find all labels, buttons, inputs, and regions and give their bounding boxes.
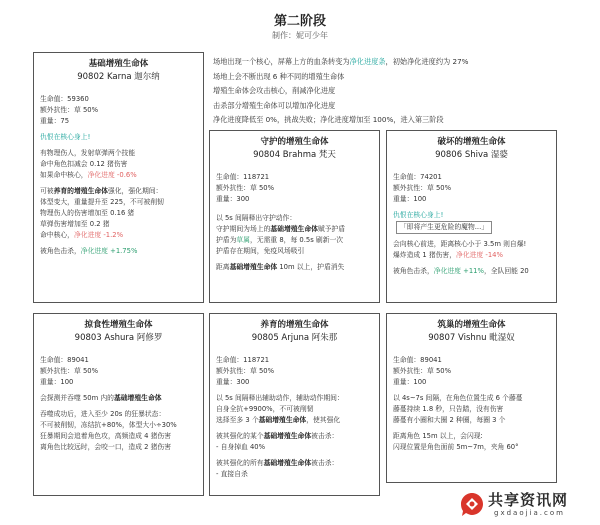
- card-id: 90803 Ashura 阿修罗: [74, 333, 163, 343]
- desc-line: 藤蔓有小圈和大圈 2 种圈，每圈 3 个: [393, 416, 506, 424]
- card-id: 90804 Brahma 梵天: [253, 150, 336, 160]
- desc-line: 体型变大，重量提升至 225，不可被削韧: [40, 198, 164, 206]
- stat-weight: 重量：100: [40, 378, 74, 386]
- desc-line: 自身全抗+9900%，不可被削韧: [216, 405, 314, 413]
- stat-weight: 重量：300: [216, 378, 250, 386]
- desc-line: 不可被削韧，冻结抗+80%，体型大小÷30%: [40, 421, 177, 429]
- card-title: 守护的增殖生命体: [260, 137, 329, 147]
- watermark-brand: 共享资讯网: [488, 491, 569, 509]
- stat-hp: 生命值：89041: [40, 356, 89, 364]
- aggro-hint: 仇恨在核心身上!: [40, 133, 91, 141]
- desc-line: 以 4s~7s 间隔，在角色位置生成 6 个藤蔓: [393, 394, 523, 402]
- desc-line: 吞噬成功后，进入至少 20s 的狂暴状态：: [40, 410, 166, 418]
- card-id: 90806 Shiva 湿婆: [435, 150, 508, 160]
- stat-resist: 额外抗性：草 50%: [216, 367, 275, 375]
- card-id: 90807 Vishnu 毗湿奴: [428, 333, 515, 343]
- intro-line-2: 场地上会不断出现 6 种不同的增殖生命体: [213, 71, 345, 81]
- stat-weight: 重量：75: [40, 117, 70, 125]
- card-id: 90802 Karna 迦尔纳: [77, 72, 160, 82]
- card-title: 筑巢的增殖生命体: [437, 320, 506, 330]
- desc-line: 离角色比较远时，会咬一口，造成 2 猪伤害: [40, 443, 171, 451]
- watermark-url: gxdaojia.com: [494, 509, 565, 517]
- desc-line: - 直接自杀: [216, 470, 248, 478]
- card-title: 养育的增殖生命体: [260, 320, 329, 330]
- desc-line: 有物理伤人，发射草弹两个技能: [40, 149, 136, 157]
- desc-line: 如果命中核心，净化进度 -0.6%: [40, 171, 137, 179]
- desc-line: 守护期间为场上的基础增殖生命体赋予护盾: [216, 225, 346, 233]
- desc-line: - 自身掉血 40%: [216, 443, 266, 451]
- card-karna: [33, 52, 204, 303]
- desc-line: 闪现位置是角色面前 5m~7m，夹角 60°: [393, 443, 519, 451]
- desc-line: 被其强化的某个基础增殖生命体被击杀：: [216, 432, 339, 440]
- desc-line: 可被养育的增殖生命体强化，强化期间：: [40, 187, 163, 195]
- desc-line: 会向核心前进，距离核心小于 3.5m 则自爆!: [393, 240, 527, 248]
- stat-weight: 重量：100: [393, 195, 427, 203]
- desc-line: 物理伤人的伤害增加至 0.16 猪: [40, 209, 135, 217]
- stat-hp: 生命值：74201: [393, 173, 442, 181]
- card-title: 破坏的增殖生命体: [437, 137, 506, 147]
- card-brahma: [209, 130, 380, 303]
- desc-line: 被角色击杀，净化进度 +1.75%: [40, 247, 138, 255]
- stat-resist: 额外抗性：草 50%: [393, 184, 452, 192]
- intro-block: [213, 55, 468, 128]
- desc-line: 草弹伤害增加至 0.2 猪: [40, 220, 110, 228]
- watermark-logo-icon: [458, 490, 486, 518]
- intro-line-4: 击杀部分增殖生命体可以增加净化进度: [213, 100, 336, 110]
- page-title: 第二阶段: [273, 14, 326, 29]
- card-title: 掠食性增殖生命体: [84, 320, 153, 330]
- stat-hp: 生命值：118721: [216, 173, 270, 181]
- aggro-hint: 仇恨在核心身上!: [393, 211, 444, 219]
- stat-resist: 额外抗性：草 50%: [393, 367, 452, 375]
- desc-line: 以 5s 间隔释出守护动作：: [216, 214, 297, 222]
- desc-line: 距离基础增殖生命体 10m 以上，护盾消失: [216, 263, 345, 271]
- desc-line: 爆炸造成 1 猪伤害，净化进度 -14%: [393, 251, 503, 259]
- card-id: 90805 Arjuna 阿朱那: [251, 333, 338, 343]
- desc-line: 被其强化的所有基础增殖生命体被击杀：: [216, 459, 339, 467]
- stat-weight: 重量：100: [393, 378, 427, 386]
- intro-line-3: 增殖生命体会攻击核心，削减净化进度: [213, 86, 336, 96]
- desc-line: 距离角色 15m 以上，会闪现:: [393, 432, 483, 440]
- watermark: [458, 487, 600, 525]
- stat-resist: 额外抗性：草 50%: [40, 367, 99, 375]
- stat-hp: 生命值：59360: [40, 95, 89, 103]
- stat-resist: 额外抗性：草 50%: [40, 106, 99, 114]
- card-ashura: [33, 313, 204, 496]
- card-vishnu: [386, 313, 557, 483]
- card-title: 基础增殖生命体: [88, 59, 149, 69]
- desc-line: 命中角色扣减会 0.12 猪伤害: [40, 160, 128, 168]
- desc-line: 被角色击杀，净化进度 +11%，全队回能 20: [393, 267, 529, 275]
- desc-line: 狂暴期间会追着角色攻，高频造成 4 猪伤害: [40, 432, 171, 440]
- stat-resist: 额外抗性：草 50%: [216, 184, 275, 192]
- card-shiva: [386, 130, 557, 303]
- quote-box: 「即将产生更危险的魔物...」: [393, 221, 550, 234]
- desc-line: 会探测并吞噬 50m 内的基础增殖生命体: [40, 394, 162, 402]
- desc-line: 护盾存在期间，免疫风场吸引: [216, 247, 305, 255]
- desc-line: 藤蔓持续 1.8 秒，只告踏，没有伤害: [393, 405, 504, 413]
- stat-hp: 生命值：118721: [216, 356, 270, 364]
- desc-line: 以 5s 间隔释出辅助动作，辅助动作期间：: [216, 394, 344, 402]
- stat-hp: 生命值：89041: [393, 356, 442, 364]
- page-subtitle: 制作：妮可少年: [272, 31, 328, 40]
- desc-line: 护盾为草属，无需重 8，每 0.5s 刷新一次: [216, 236, 344, 244]
- desc-line: 选择至多 3 个基础增殖生命体，使其强化: [216, 416, 341, 424]
- stat-weight: 重量：300: [216, 195, 250, 203]
- intro-line-5: 净化进度降低至 0%，挑战失败；净化进度增加至 100%，进入第三阶段: [213, 115, 444, 125]
- desc-line: 命中核心，净化进度 -1.2%: [40, 231, 124, 239]
- card-arjuna: [209, 313, 380, 496]
- intro-line-1: 场地出现一个核心，屏幕上方的血条转变为净化进度条，初始净化进度约为 27%: [213, 57, 469, 66]
